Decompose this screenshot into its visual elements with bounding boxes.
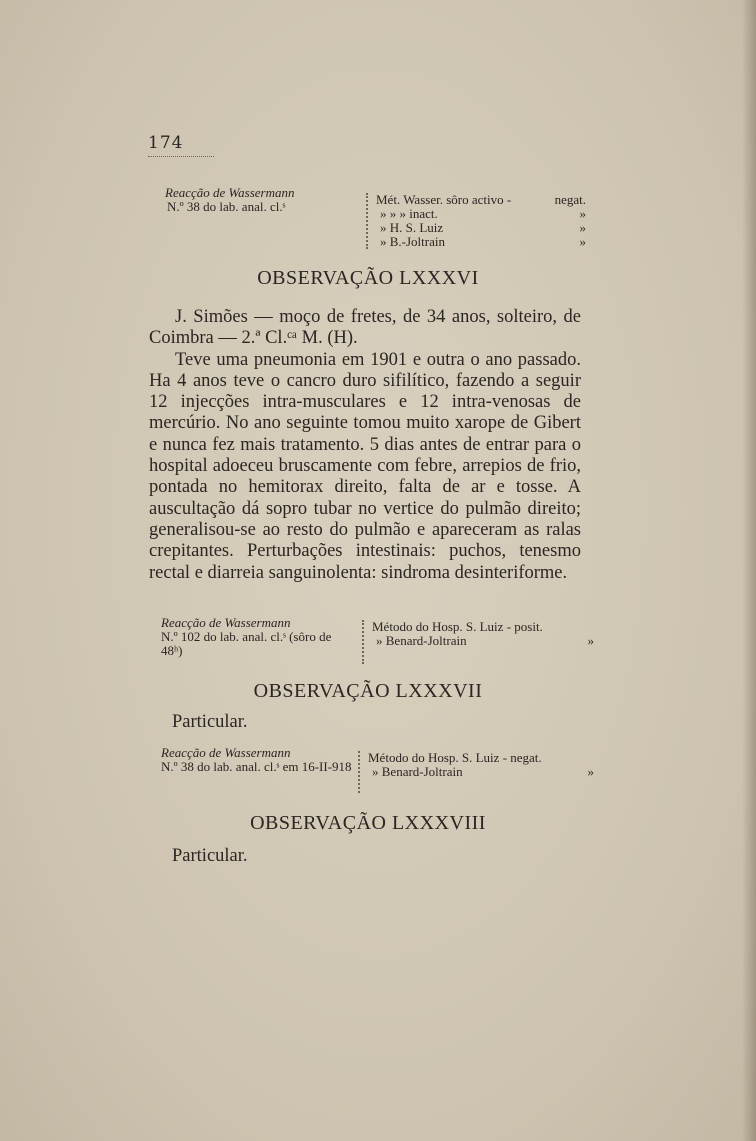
- obs-88-heading: OBSERVAÇÃO LXXXVIII: [250, 812, 486, 834]
- lab-row: Método do Hosp. S. Luiz - negat.: [368, 750, 542, 765]
- lab-row: » Benard-Joltrain »: [376, 633, 594, 648]
- lab-row: Mét. Wasser. sôro activo - negat.: [376, 192, 586, 207]
- lab-row: » Benard-Joltrain »: [372, 764, 594, 779]
- lab-row: » » » inact. »: [380, 206, 586, 221]
- top-lab-right: [366, 193, 586, 249]
- obs-87-lab-left: [149, 746, 354, 774]
- obs-86-heading: OBSERVAÇÃO LXXXVI: [257, 267, 479, 289]
- page-number: 174: [148, 133, 214, 157]
- obs-88-particular: Particular.: [172, 846, 248, 866]
- lab-title: Reacção de Wassermann: [165, 185, 295, 200]
- obs-86-lab-right: [362, 620, 594, 664]
- page-edge-shadow: [742, 0, 756, 1141]
- obs-86-intro: J. Simões — moço de fretes, de 34 anos, solteiro, de Coimbra — 2.ª Cl.ᶜᵃ M. (H).: [149, 307, 581, 349]
- obs-87-particular: Particular.: [172, 712, 248, 732]
- obs-86-body: Teve uma pneumonia em 1901 e outra o ano passado. Ha 4 anos teve o cancro duro sifilítico, fazendo a seguir 12 injecções intra-musculares e 12 intra-venosas de mercúrio. No ano seguinte tomou muito xarope de Gibert e nunca fez mais tratamento. 5 dias antes de entrar para o hospital adoeceu bruscamente com febre, arrepios de frio, pontada no hemitorax direito, falta de ar e tosse. A auscultação dá sopro tubar no vertice do pulmão direito; generalisou-se ao resto do pulmão e apareceram as ralas crepitantes. Perturbações intestinais: puchos, tenesmo rectal e diarreia sanguinolenta: sindroma desinteriforme.: [149, 349, 581, 583]
- lab-row: » H. S. Luiz »: [380, 220, 586, 235]
- lab-title: Reacção de Wassermann: [161, 615, 291, 630]
- lab-detail: N.º 38 do lab. anal. cl.ˢ em 16-II-918: [161, 759, 352, 774]
- lab-detail: N.º 38 do lab. anal. cl.ˢ: [167, 199, 286, 214]
- obs-87-heading: OBSERVAÇÃO LXXXVII: [253, 680, 483, 702]
- obs-86-text: [149, 307, 581, 584]
- lab-row: » B.-Joltrain »: [380, 234, 586, 249]
- lab-detail: N.º 102 do lab. anal. cl.ˢ (sôro de 48ʰ): [161, 629, 332, 658]
- obs-87-lab-right: [358, 751, 594, 793]
- lab-title: Reacção de Wassermann: [161, 745, 291, 760]
- lab-row: Método do Hosp. S. Luiz - posit.: [372, 619, 543, 634]
- top-lab-left: [165, 186, 355, 214]
- obs-86-lab-left: [149, 616, 354, 658]
